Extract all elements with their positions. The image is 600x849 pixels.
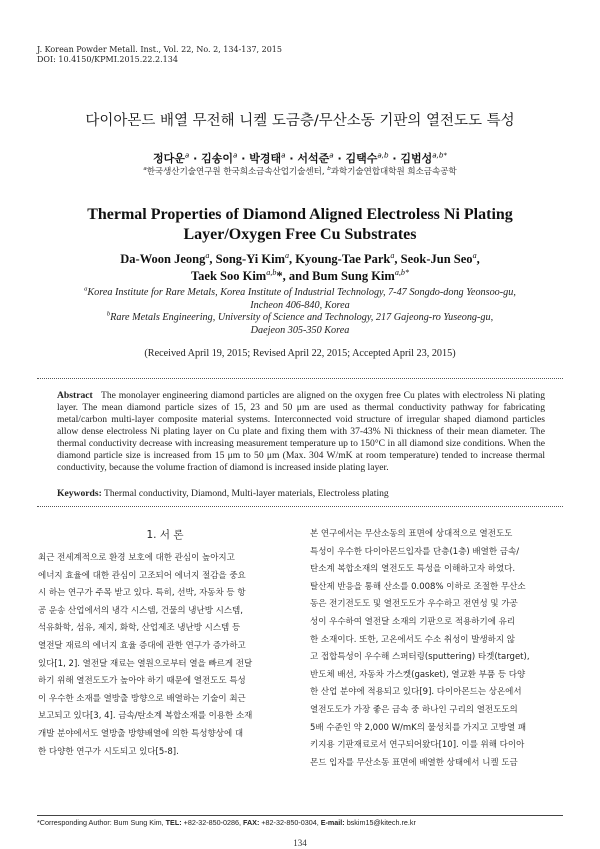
email-label: E-mail:	[320, 818, 345, 827]
body-line: 최근 전세계적으로 환경 보호에 대한 관심이 높아지고	[38, 553, 235, 563]
author-name: Kyoung-Tae Park	[295, 252, 391, 266]
body-line: 개발 분야에서도 열방출 방향배열에 의한 특성향상에 대	[38, 728, 244, 739]
author-name: 김송이	[201, 152, 233, 165]
author-name: Song-Yi Kim	[215, 252, 285, 266]
affil-text: Incheon 406-840, Korea	[250, 299, 350, 311]
body-line: 열전도도가 가장 좋은 금속 중 하나인 구리의 열전도도의	[310, 704, 518, 715]
author-separator: ,	[209, 252, 216, 266]
tel-value: +82-32-850-0286,	[183, 818, 241, 827]
body-line: 보고되고 있다[3, 4]. 금속/탄소계 복합소재를 이용한 소재	[38, 711, 253, 722]
body-line: 공 운송 산업에서의 냉각 시스템, 건물의 냉난방 시스템,	[38, 605, 243, 616]
email-value: bskim15@kitech.re.kr	[346, 818, 416, 827]
english-affiliations	[60, 287, 540, 337]
section-heading-introduction: 1. 서 론	[146, 529, 184, 541]
fax-label: FAX:	[242, 818, 260, 827]
english-authors-line	[60, 268, 540, 285]
body-line: 특성이 우수한 다이아몬드입자를 단층(1층) 배열한 금속/	[310, 546, 520, 557]
author-separator: *, and	[276, 269, 313, 283]
body-line: 성이 우수하여 열전달 소재의 기판으로 적용하기에 유리	[310, 616, 516, 627]
author-affil-mark: a	[390, 250, 395, 260]
affil-mark: b	[327, 166, 331, 173]
affil-line	[60, 300, 540, 313]
body-line: 탄소계 복합소재의 열전도도 특성을 이해하고자 하였다.	[310, 564, 516, 575]
body-line: 동은 전기전도도 및 열전도도가 우수하고 전연성 및 가공	[310, 599, 518, 610]
author-separator: ,	[394, 252, 401, 266]
author-separator: ·	[237, 152, 250, 165]
body-line: 열전달 재료의 에너지 효율 증대에 관한 연구가 증가하고	[38, 640, 246, 651]
abstract-divider-bottom	[37, 506, 563, 507]
body-line: 5배 수준인 약 2,000 W/mK의 물성치를 가지고 고방열 패	[310, 722, 527, 733]
affil-line	[60, 312, 540, 325]
author-separator: ·	[388, 152, 401, 165]
english-title-line: Layer/Oxygen Free Cu Substrates	[183, 226, 417, 243]
author-name: 정다운	[152, 152, 185, 165]
footnote-rule	[37, 815, 563, 816]
english-authors-line	[60, 251, 540, 268]
author-affil-mark: a	[184, 150, 190, 160]
author-affil-mark: a	[232, 150, 238, 160]
body-line: 고 접합특성이 우수해 스퍼터링(sputtering) 타겟(target),	[310, 652, 530, 663]
author-affil-mark: a,b	[377, 150, 389, 160]
body-line: 시 하는 연구가 주목 받고 있다. 특히, 선박, 자동차 등 항	[38, 588, 246, 599]
author-name: 서석준	[297, 152, 330, 165]
english-authors	[60, 251, 540, 285]
tel-label: TEL:	[165, 818, 182, 827]
journal-citation-block	[37, 45, 437, 65]
affil-text: Rare Metals Engineering, University of Science and Technology, 217 Gajeong-ro Yuseong-gu,	[110, 312, 494, 323]
korean-title: 다이아몬드 배열 무전해 니켈 도금층/무산소동 기판의 열전도도 특성	[85, 113, 515, 129]
author-affil-mark: a,b*	[432, 150, 448, 160]
body-line: 하기 위해 열전도도가 높아야 하기 때문에 열전도도 특성	[38, 676, 246, 687]
footnote-label: *Corresponding Author: Bum Sung Kim,	[37, 818, 164, 827]
english-title-line: Thermal Properties of Diamond Aligned Electroless Ni Plating	[87, 206, 513, 223]
author-name: 김택수	[345, 152, 378, 165]
fax-value: +82-32-850-0304,	[261, 818, 319, 827]
author-name: Bum Sung Kim	[312, 269, 395, 283]
body-line: 반도체 배선, 자동차 가스켓(gasket), 열교환 부품 등 다양	[310, 669, 526, 680]
author-separator: ·	[285, 152, 298, 165]
body-line: 한 소재이다. 또한, 고온에서도 수소 취성이 발생하지 않	[310, 634, 515, 645]
body-column-left	[38, 550, 290, 761]
body-line: 에너지 효율에 대한 관심이 고조되어 에너지 절감을 중요	[38, 570, 246, 581]
body-column-right	[310, 526, 562, 772]
journal-citation: J. Korean Powder Metall. Inst., Vol. 22, No. 2, 134-137, 2015	[37, 45, 282, 54]
body-line: 이 우수한 소재를 열방출 방향으로 배열하는 기술이 최근	[38, 693, 246, 704]
korean-affiliations	[0, 165, 600, 177]
body-line: 탈산제 반응을 통해 산소를 0.008% 이하로 조절한 무산소	[310, 581, 526, 592]
author-affil-mark: a	[284, 250, 290, 260]
author-affil-mark: a	[281, 150, 286, 160]
author-name: Taek Soo Kim	[190, 269, 267, 283]
body-line: 키지용 기판재료로서 연구되어왔다[10]. 이를 위해 다이아	[310, 740, 525, 751]
affil-text: 한국생산기술연구원 한국희소금속산업기술센터,	[146, 167, 328, 177]
affil-text: 과학기술연합대학원 희소금속공학	[330, 167, 457, 177]
abstract-label: Abstract	[57, 390, 93, 401]
author-affil-mark: a	[205, 250, 210, 260]
author-name: Seok-Jun Seo	[400, 252, 473, 266]
doi: DOI: 10.4150/KPMI.2015.22.2.134	[37, 55, 178, 64]
keywords	[57, 488, 545, 500]
author-affil-mark: a,b*	[394, 267, 410, 277]
abstract	[57, 390, 545, 474]
page-number: 134	[293, 838, 307, 848]
body-line: 본 연구에서는 무산소동의 표면에 상대적으로 열전도도	[310, 529, 513, 539]
author-affil-mark: a	[472, 250, 477, 260]
english-title	[60, 205, 540, 245]
body-line: 석유화학, 섬유, 제지, 화학, 산업제조 냉난방 시스템 등	[38, 623, 241, 634]
author-separator: ·	[333, 152, 346, 165]
author-affil-mark: a,b	[266, 267, 277, 277]
keywords-text: Thermal conductivity, Diamond, Multi-layer materials, Electroless plating	[104, 488, 389, 499]
body-line: 한 산업 분야에 적용되고 있다[9]. 다이아몬드는 상온에서	[310, 687, 522, 698]
abstract-divider-top	[37, 378, 563, 379]
author-affil-mark: a	[329, 150, 334, 160]
received-dates: (Received April 19, 2015; Revised April 22, 2015; Accepted April 23, 2015)	[144, 348, 456, 359]
author-separator: ,	[289, 252, 296, 266]
affil-text: Daejeon 305-350 Korea	[250, 324, 350, 336]
abstract-text: The monolayer engineering diamond particles are aligned on the oxygen free Cu plates with electroless Ni plating layer. The mean diamond particle sizes of 15, 23 and 50 μm are used as thermal conductivity pathway for fabricating metal/carbon multi-layer composite material systems. Interconnected void structure of irregular shaped diamond particles allow dense electroless Ni plating layer on Cu plate and fixing them with 37-43% Ni thickness of their mean diameter. The thermal conductivity decrease with increasing measurement temperature up to 150°C in all diamond size conditions. When the diamond particle size is increased from 15 μm to 50 μm (Max. 304 W/mK at room temperature) tended to increase thermal conductivity, because the volume fraction of diamond is increased inside plating layer.	[57, 390, 545, 473]
author-name: 김범성	[400, 152, 433, 165]
author-separator: ,	[476, 252, 480, 266]
affil-line	[60, 325, 540, 338]
korean-authors	[0, 150, 600, 166]
body-line: 몬드 입자를 무산소동 표면에 배열한 상태에서 니켈 도금	[310, 757, 518, 768]
corresponding-author-footnote	[37, 818, 563, 827]
affil-text: Korea Institute for Rare Metals, Korea Institute of Industrial Technology, 7-47 Songdo-dong Yeonsoo-gu,	[87, 287, 516, 298]
affil-mark: a	[84, 285, 88, 293]
affil-mark: a	[143, 166, 147, 173]
keywords-label: Keywords:	[57, 488, 102, 499]
affil-line	[60, 287, 540, 300]
body-line: 있다[1, 2]. 열전달 재료는 열원으로부터 열을 빠르게 전달	[38, 658, 253, 669]
affil-mark: b	[106, 310, 111, 318]
author-name: Da-Woon Jeong	[120, 252, 206, 266]
author-name: 박경태	[249, 152, 282, 165]
body-line: 한 다양한 연구가 시도되고 있다[5-8].	[38, 746, 179, 757]
author-separator: ·	[189, 152, 202, 165]
